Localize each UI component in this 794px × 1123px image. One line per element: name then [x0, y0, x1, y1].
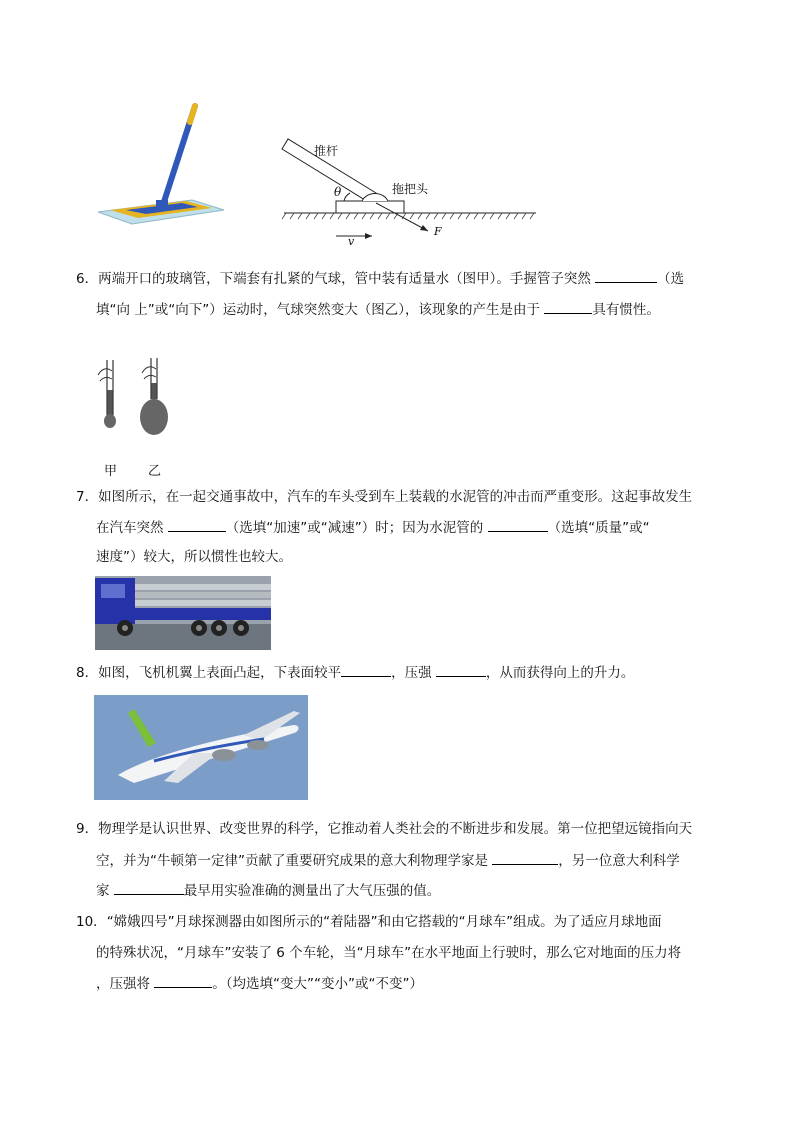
q7-line3: 速度”）较大，所以惯性也较大。 — [96, 549, 292, 565]
q9-blank-1[interactable] — [492, 850, 558, 865]
airplane-photo — [94, 695, 308, 800]
label-mop-head: 拖把头 — [392, 182, 429, 196]
q7-line2: 在汽车突然 （选填“加速”或“减速”）时；因为水泥管的 （选填“质量”或“ — [96, 517, 650, 538]
label-velocity: v — [348, 235, 355, 248]
q10-line2: 的特殊状况，“月球车”安装了 6 个车轮，当“月球车”在水平地面上行驶时，那么它对地面的压力将 — [96, 945, 682, 961]
q8-blank-2[interactable] — [436, 662, 486, 677]
q6-line2: 填“向 上”或“向下”）运动时，气球突然变大（图乙），该现象的产生是由于 具有惯性。 — [96, 299, 660, 320]
q9-line2: 空，并为“牛顿第一定律”贡献了重要研究成果的意大利物理学家是 ，另一位意大利科学 — [96, 850, 680, 871]
q7-line1: 7．如图所示，在一起交通事故中，汽车的车头受到车上装载的水泥管的冲击而严重变形。这起事故发生 — [76, 489, 693, 505]
q6-line1: 6．两端开口的玻璃管，下端套有扎紧的气球，管中装有适量水（图甲）。手握管子突然 （选 — [76, 268, 684, 289]
truck-photo — [95, 576, 271, 650]
q6-blank-1[interactable] — [595, 268, 657, 283]
label-theta: θ — [334, 185, 342, 199]
tube-balloon-figure — [90, 355, 180, 460]
q6-blank-2[interactable] — [544, 299, 592, 314]
q7-blank-1[interactable] — [168, 517, 226, 532]
q10-blank-1[interactable] — [154, 973, 212, 988]
q8-number: 8． — [76, 665, 99, 681]
label-force: F — [434, 225, 442, 238]
q10-line1: 10．“嫦娥四号”月球探测器由如图所示的“着陆器”和由它搭载的“月球车”组成。为了适应月球地面 — [76, 914, 662, 930]
q9-line1: 9．物理学是认识世界、改变世界的科学，它推动着人类社会的不断进步和发展。第一位把望远镜指向天 — [76, 821, 693, 837]
fig-label-yi: 乙 — [148, 464, 162, 479]
mop-photo — [92, 100, 232, 230]
q8-line1: 8．如图，飞机机翼上表面凸起，下表面较平 ，压强 ，从而获得向上的升力。 — [76, 662, 634, 683]
fig-label-jia: 甲 — [104, 464, 118, 479]
q10-line3: ，压强将 。（均选填“变大”“变小”或“不变”） — [96, 973, 423, 994]
q7-blank-2[interactable] — [488, 517, 548, 532]
q9-number: 9． — [76, 821, 99, 837]
q7-number: 7． — [76, 489, 99, 505]
label-rod: 推杆 — [314, 144, 339, 158]
q6-number: 6． — [76, 271, 99, 287]
q8-blank-1[interactable] — [341, 662, 391, 677]
q9-line3: 家 最早用实验准确的测量出了大气压强的值。 — [96, 880, 440, 901]
q9-blank-2[interactable] — [114, 880, 184, 895]
q10-number: 10． — [76, 914, 107, 930]
